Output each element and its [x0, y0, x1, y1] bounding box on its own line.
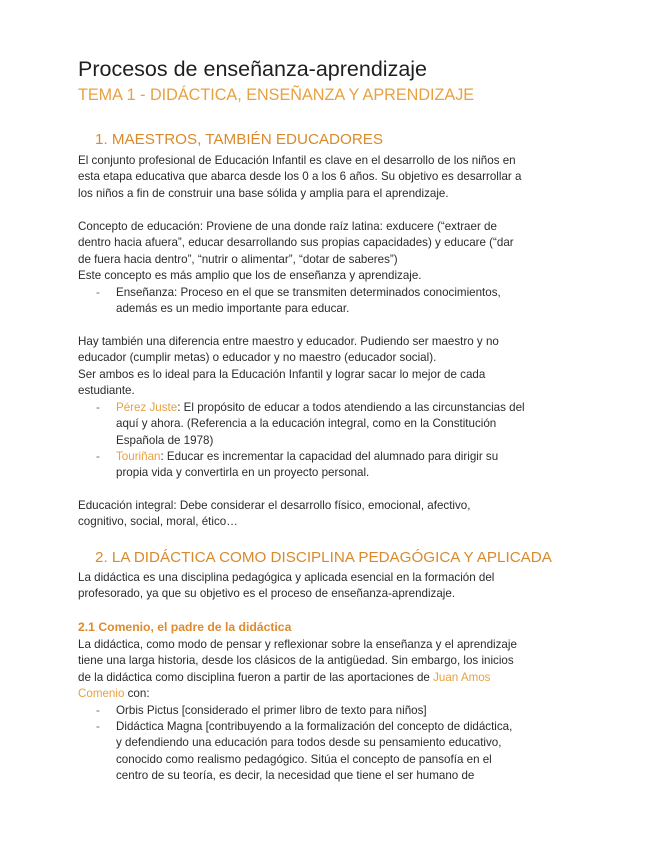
text-line: Orbis Pictus [considerado el primer libro de texto para niños] — [116, 704, 427, 717]
text-line: conocido como realismo pedagógico. Sitúa el concepto de pansofía en el — [116, 752, 492, 766]
text-line: La didáctica es una disciplina pedagógica y aplicada esencial en la formación del — [78, 571, 495, 584]
text-fragment: con: — [124, 687, 150, 701]
document-subtitle: TEMA 1 - DIDÁCTICA, ENSEÑANZA Y APRENDIZAJE — [78, 86, 475, 104]
text-line — [116, 400, 586, 416]
bullet-marker: - — [96, 286, 100, 299]
text-line: educador (cumplir metas) o educador y no maestro (educador social). — [78, 351, 437, 365]
text-line: El conjunto profesional de Educación Infantil es clave en el desarrollo de los niños en — [78, 154, 516, 167]
text-line: los niños a fin de construir una base sólida y amplia para el aprendizaje. — [78, 186, 449, 200]
text-line — [78, 670, 578, 686]
text-line: y defendiendo una educación para todos desde su pensamiento educativo, — [116, 736, 502, 750]
list-item-text — [116, 449, 586, 482]
text-fragment: : Educar es incrementar la capacidad del alumnado para dirigir su — [160, 450, 499, 463]
section-2-heading: 2. LA DIDÁCTICA COMO DISCIPLINA PEDAGÓGICA Y APLICADA — [95, 549, 552, 566]
bullet-marker: - — [96, 450, 100, 463]
text-line: esta etapa educativa que abarca desde los 0 a los 6 años. Su objetivo es desarrollar a — [78, 170, 522, 184]
list-item-tourinan — [0, 449, 655, 483]
section-1-paragraph-maestro — [78, 334, 578, 400]
list-item-ensenanza — [0, 285, 655, 319]
bullet-marker: - — [96, 720, 100, 733]
text-line: cognitivo, social, moral, ético… — [78, 515, 238, 529]
text-line — [116, 449, 586, 465]
section-1-paragraph-concepto — [78, 219, 578, 285]
list-item-text — [116, 285, 586, 318]
text-line: propia vida y convertirla en un proyecto personal. — [116, 466, 370, 480]
author-name-tourinan: Touriñan — [116, 450, 161, 463]
text-line: dentro hacia afuera”, educar desarrollando sus propias capacidades) y educare (“dar — [78, 236, 514, 250]
document-title: Procesos de enseñanza-aprendizaje — [78, 57, 428, 81]
text-line: aquí y ahora. (Referencia a la educación integral, como en la Constitución — [116, 417, 497, 431]
section-2-paragraph-intro — [78, 570, 578, 603]
author-name-comenio: Juan Amos — [433, 670, 491, 684]
text-line: La didáctica, como modo de pensar y reflexionar sobre la enseñanza y el aprendizaje — [78, 638, 517, 651]
text-line: tiene una larga historia, desde los clásicos de la antigüedad. Sin embargo, los inicios — [78, 654, 514, 668]
text-fragment: : El propósito de educar a todos atendiendo a las circunstancias del — [177, 401, 525, 414]
text-line: centro de su teoría, es decir, la necesidad que tiene el ser humano de — [116, 769, 475, 783]
text-line: profesorado, ya que su objetivo es el proceso de enseñanza-aprendizaje. — [78, 587, 456, 601]
list-item-didactica-magna — [0, 719, 655, 785]
text-line: estudiante. — [78, 384, 135, 398]
text-line: además es un medio importante para educar. — [116, 302, 350, 316]
subsection-2-1-paragraph — [78, 637, 578, 703]
section-1-heading: 1. MAESTROS, TAMBIÉN EDUCADORES — [95, 131, 384, 148]
section-1-paragraph-intro — [78, 153, 578, 202]
text-line: de fuera hacia dentro”, “nutrir o alimentar”, “dotar de saberes”) — [78, 252, 398, 266]
text-line: Hay también una diferencia entre maestro y educador. Pudiendo ser maestro y no — [78, 335, 499, 348]
list-item-perez-juste — [0, 400, 655, 450]
list-item-text — [116, 703, 586, 719]
text-line: Española de 1978) — [116, 433, 214, 447]
list-item-orbis-pictus — [0, 703, 655, 720]
text-fragment: de la didáctica como disciplina fueron a partir de las aportaciones de — [78, 670, 434, 684]
text-line — [78, 686, 578, 702]
author-name-perez-juste: Pérez Juste — [116, 401, 178, 414]
section-1-paragraph-integral — [78, 498, 578, 531]
text-line: Ser ambos es lo ideal para la Educación Infantil y lograr sacar lo mejor de cada — [78, 367, 486, 381]
subsection-2-1-heading: 2.1 Comenio, el padre de la didáctica — [78, 620, 292, 634]
bullet-marker: - — [96, 704, 100, 717]
list-item-text — [116, 400, 586, 449]
bullet-marker: - — [96, 401, 100, 414]
text-line: Educación integral: Debe considerar el desarrollo físico, emocional, afectivo, — [78, 499, 471, 512]
text-line: Concepto de educación: Proviene de una donde raíz latina: exducere (“extraer de — [78, 220, 497, 233]
text-line: Este concepto es más amplio que los de enseñanza y aprendizaje. — [78, 269, 422, 283]
author-name-comenio-continued: Comenio — [78, 687, 125, 701]
list-item-text — [116, 719, 586, 785]
text-line: Enseñanza: Proceso en el que se transmiten determinados conocimientos, — [116, 286, 501, 299]
text-line: Didáctica Magna [contribuyendo a la formalización del concepto de didáctica, — [116, 720, 513, 733]
